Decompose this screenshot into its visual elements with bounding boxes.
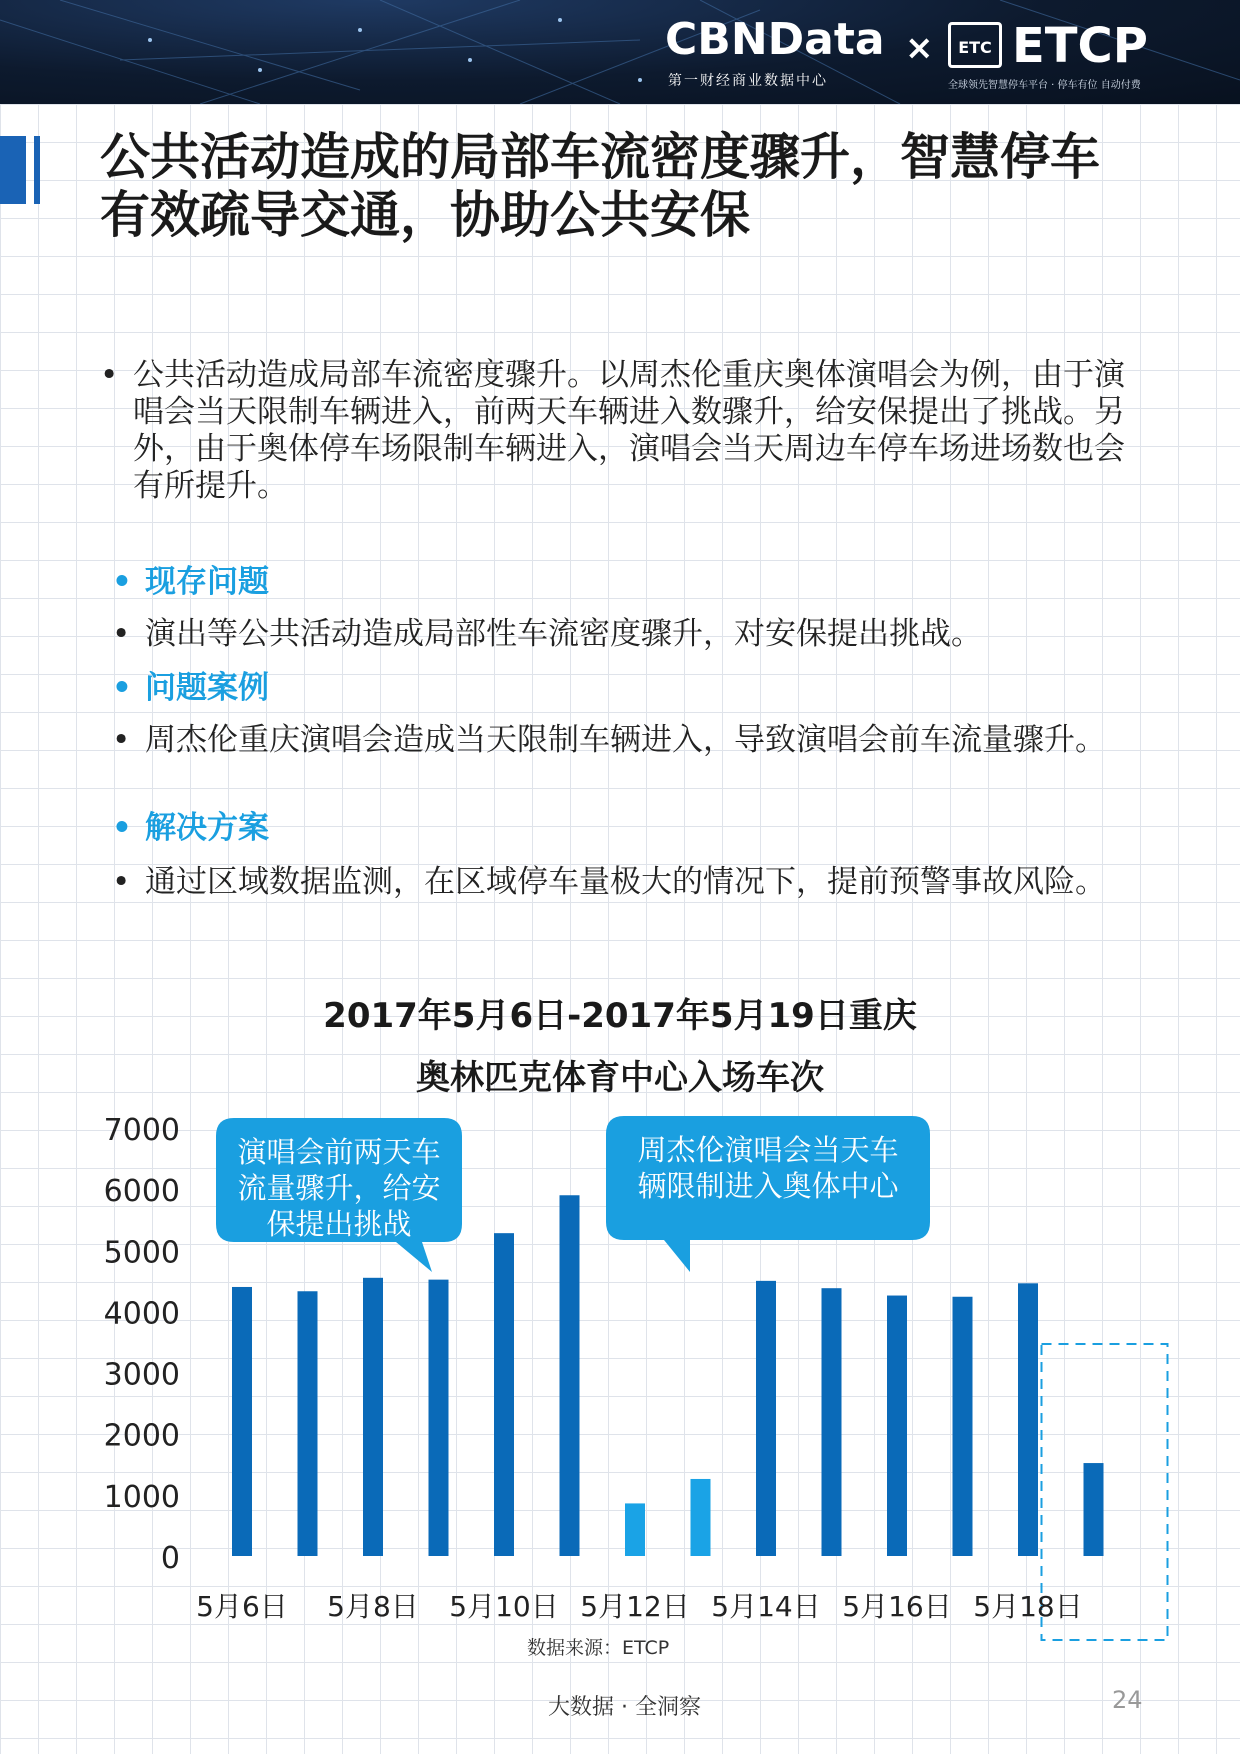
section-body-text: 通过区域数据监测，在区域停车量极大的情况下，提前预警事故风险。 — [145, 864, 1106, 900]
x-tick-label: 5月6日 — [196, 1590, 288, 1623]
bullet-dot: • — [112, 722, 131, 758]
bullet-dot: • — [100, 357, 119, 393]
callout-concert-day-text: 周杰伦演唱会当天车 — [637, 1133, 899, 1167]
bar — [429, 1280, 449, 1556]
callout-pre-concert-text: 演唱会前两天车 — [237, 1135, 441, 1169]
bar — [822, 1288, 842, 1556]
cross-mark: × — [905, 28, 934, 68]
y-tick-label: 4000 — [103, 1296, 180, 1332]
etcp-tagline: 全球领先智慧停车平台 · 停车有位 自动付费 — [948, 80, 1141, 91]
etcp-badge-icon: ETC — [948, 22, 1002, 68]
bar — [887, 1296, 907, 1556]
x-tick-label: 5月8日 — [327, 1590, 419, 1623]
bar — [560, 1195, 580, 1556]
x-tick-label: 5月18日 — [973, 1590, 1083, 1623]
bar — [494, 1233, 514, 1556]
bar — [756, 1281, 776, 1556]
y-tick-label: 6000 — [103, 1174, 180, 1210]
bullet-dot: • — [112, 564, 132, 600]
section-body-text: 周杰伦重庆演唱会造成当天限制车辆进入，导致演唱会前车流量骤升。 — [145, 722, 1106, 758]
y-tick-label: 2000 — [103, 1418, 180, 1454]
section-heading-text: 现存问题 — [145, 564, 269, 600]
bar — [1084, 1463, 1104, 1556]
intro-text: 公共活动造成局部车流密度骤升。以周杰伦重庆奥体演唱会为例，由于演唱会当天限制车辆进入，前两天车辆进入数骤升，给安保提出了挑战。另外，由于奥体停车场限制车辆进入，演唱会当天周边车停车场进场数也会有所提升。 — [133, 357, 1125, 504]
bar — [953, 1297, 973, 1556]
chart-title-line2: 奥林匹克体育中心入场车次 — [416, 1058, 824, 1098]
bar — [363, 1278, 383, 1556]
y-tick-label: 7000 — [103, 1113, 180, 1148]
cbndata-tagline: 第一财经商业数据中心 — [668, 73, 828, 89]
bar — [625, 1503, 645, 1556]
page-number: 24 — [1112, 1686, 1143, 1714]
data-source: 数据来源：ETCP — [527, 1637, 670, 1659]
y-tick-label: 1000 — [103, 1479, 180, 1515]
bullet-dot: • — [112, 670, 132, 706]
footer-slogan: 大数据 · 全洞察 — [548, 1695, 701, 1720]
x-tick-label: 5月14日 — [711, 1590, 821, 1623]
section-body-text: 演出等公共活动造成局部性车流密度骤升，对安保提出挑战。 — [145, 616, 982, 652]
callout-pre-concert-text: 保提出挑战 — [266, 1207, 412, 1241]
bullet-dot: • — [112, 616, 131, 652]
bar — [691, 1479, 711, 1556]
x-tick-label: 5月16日 — [842, 1590, 952, 1623]
bar — [298, 1291, 318, 1556]
etcp-logo: ETCP — [1012, 18, 1148, 74]
x-tick-label: 5月12日 — [580, 1590, 690, 1623]
y-tick-label: 3000 — [103, 1357, 180, 1393]
bullet-dot: • — [112, 810, 132, 846]
cbndata-logo: CBNData — [665, 14, 885, 65]
x-tick-label: 5月10日 — [449, 1590, 559, 1623]
page-title: 公共活动造成的局部车流密度骤升，智慧停车有效疏导交通，协助公共安保 — [100, 128, 1100, 244]
section-heading-text: 解决方案 — [145, 810, 269, 846]
callout-concert-day-text: 辆限制进入奥体中心 — [637, 1169, 899, 1203]
bullet-dot: • — [112, 864, 131, 900]
y-tick-label: 0 — [160, 1541, 180, 1576]
section-heading-text: 问题案例 — [145, 670, 269, 706]
callout-pre-concert-text: 流量骤升，给安 — [237, 1171, 441, 1205]
bar — [232, 1287, 252, 1556]
bar — [1018, 1283, 1038, 1556]
y-tick-label: 5000 — [103, 1235, 180, 1271]
chart-title-line1: 2017年5月6日-2017年5月19日重庆 — [323, 996, 917, 1036]
